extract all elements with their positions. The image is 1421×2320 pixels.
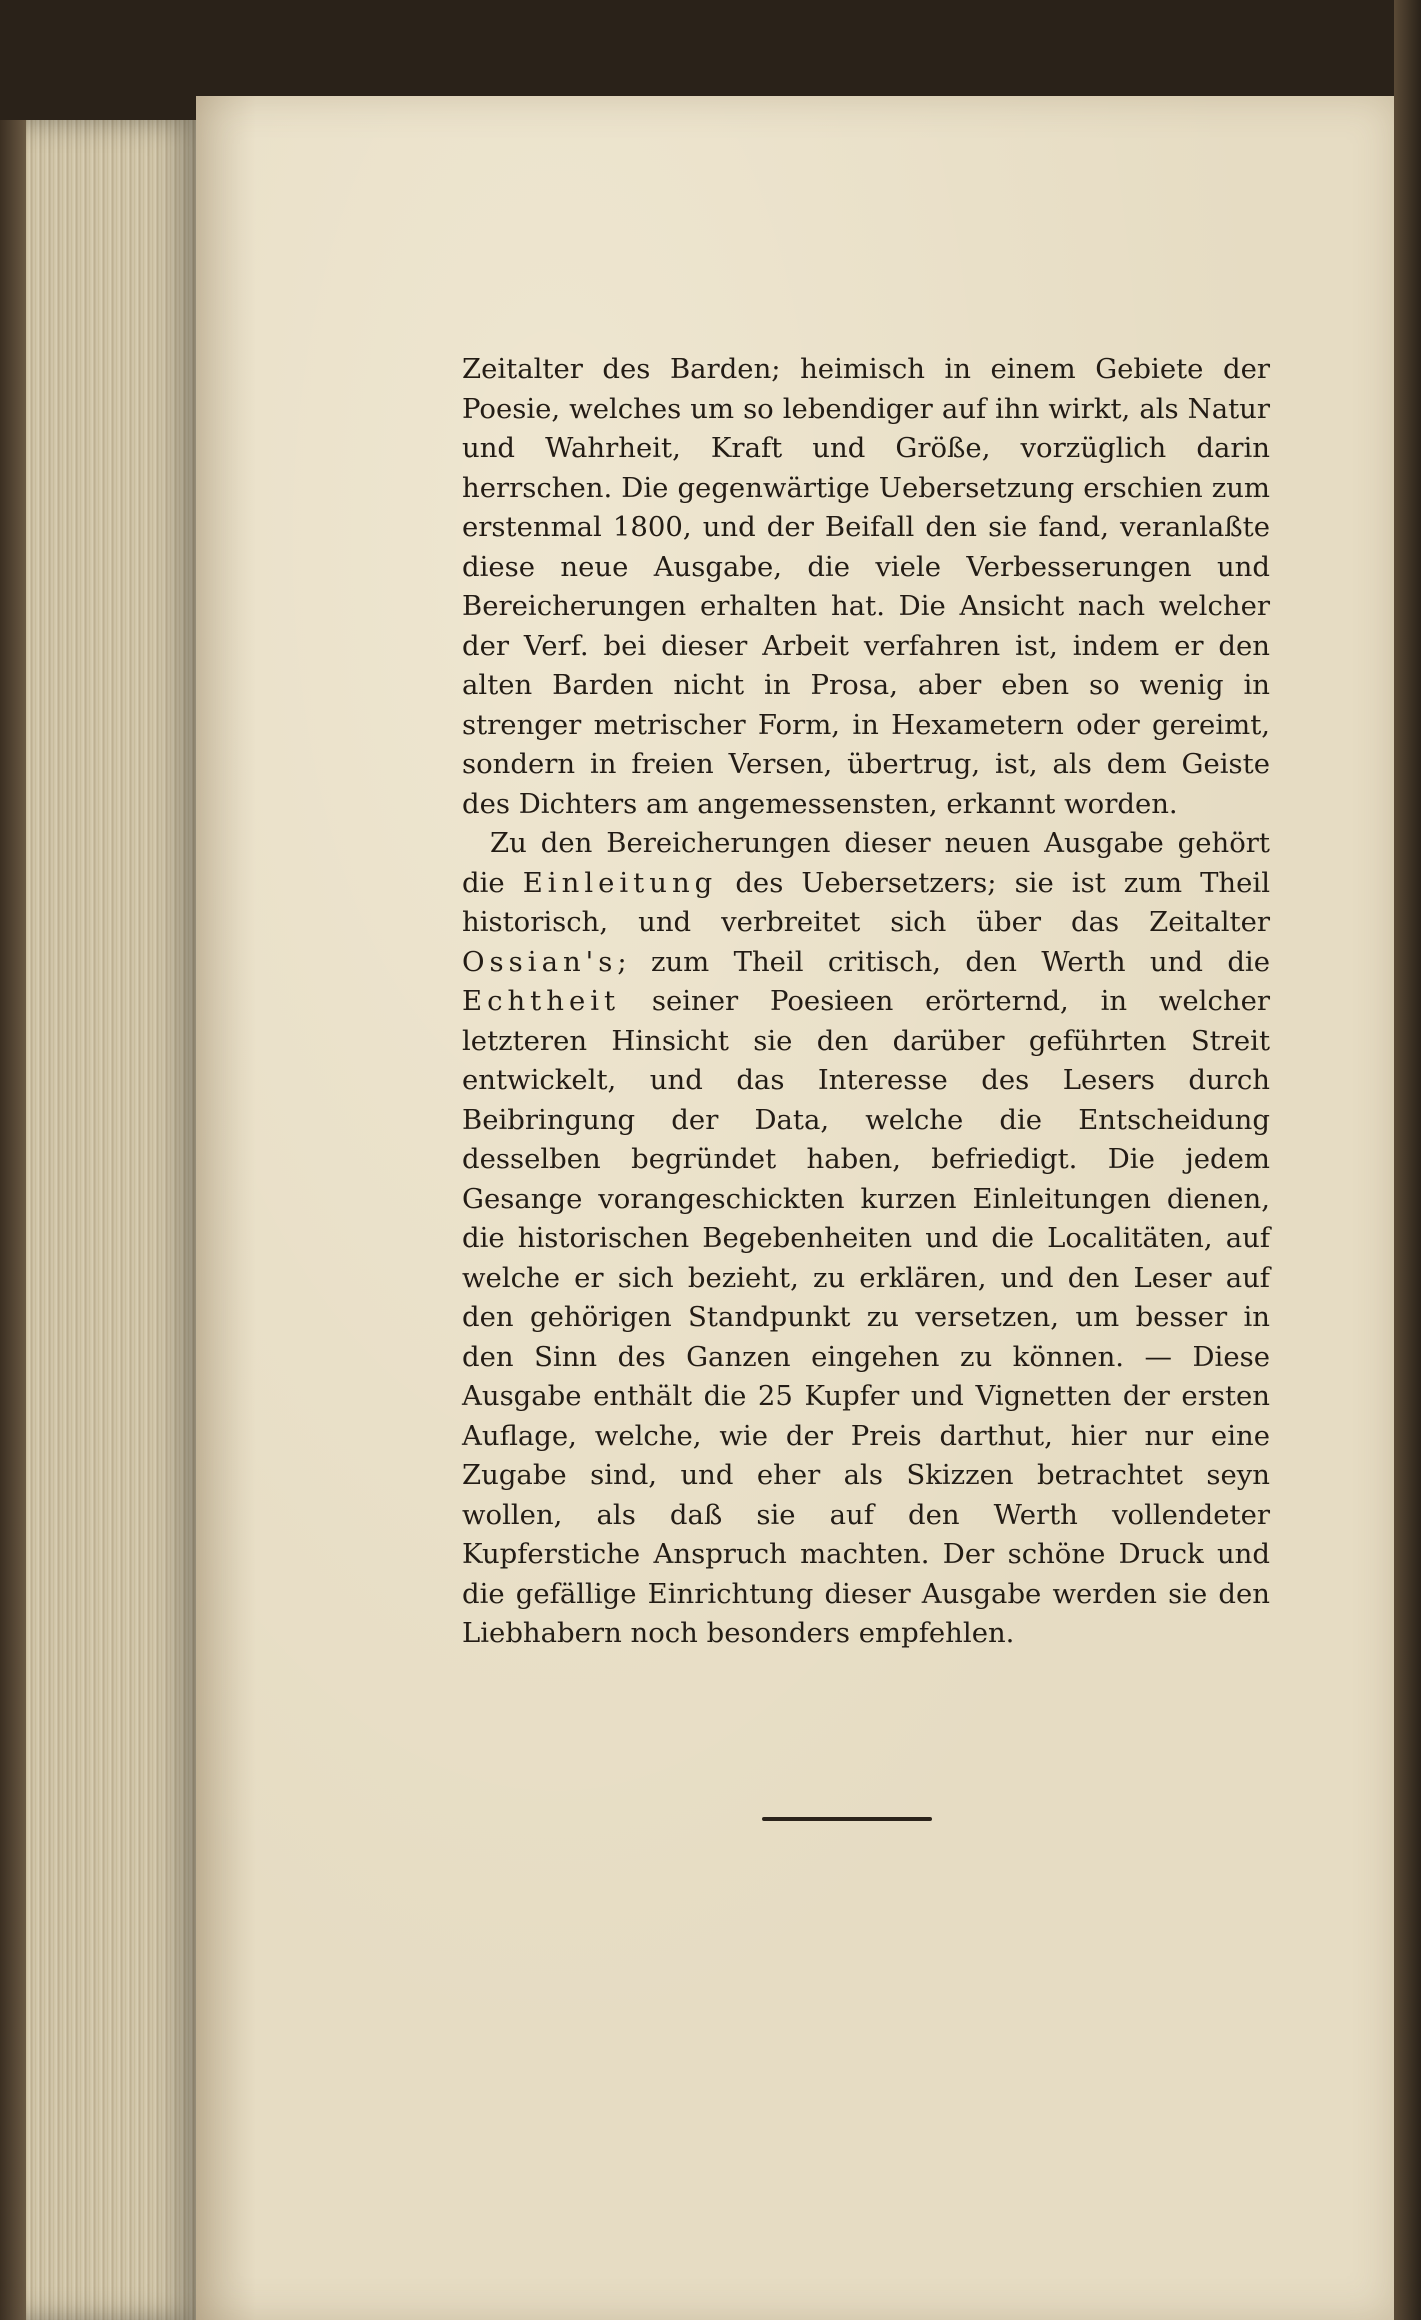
binding-edge [0, 120, 26, 2320]
page-edges [0, 120, 200, 2320]
spaced-word-ossian: Ossian's [462, 945, 618, 978]
facing-page-edge [1394, 0, 1421, 2320]
paragraph-2 [462, 824, 1270, 1654]
paragraph-2-part-2: des Uebersetzers; sie ist zum Theil historisch, und verbreitet sich über das Zeitalter [462, 866, 1271, 938]
body-text [462, 350, 1270, 1654]
paragraph-2-part-4: seiner Poesieen erörternd, in welcher letzteren Hinsicht sie den darüber geführten Streit entwickelt, und das Interesse des Lesers durch Beibringung der Data, welche die Entscheidung desselben begründet haben, befriedigt. Die jedem Gesange vorangeschickten kurzen Einleitungen dienen, die historischen Begebenheiten und die Localitäten, auf welche er sich bezieht, zu erklären, und den Leser auf den gehörigen Standpunkt zu versetzen, um besser in den Sinn des Ganzen eingehen zu können. — Diese Ausgabe enthält die 25 Kupfer und Vignetten der ersten Auflage, welche, wie der Preis darthut, hier nur eine Zugabe sind, und eher als Skizzen betrachtet seyn wollen, als daß sie auf den Werth vollendeter Kupferstiche Anspruch machten. Der schöne Druck und die gefällige Einrichtung dieser Ausgabe werden sie den Liebhabern noch besonders empfehlen. [462, 985, 1271, 1649]
paragraph-2-part-3: ; zum Theil critisch, den Werth und die [617, 945, 1270, 978]
paragraph-2-part-1: Zu den Bereicherungen dieser neuen Ausgabe gehört die [462, 827, 1270, 899]
paragraph-1: Zeitalter des Barden; heimisch in einem Gebiete der Poesie, welches um so lebendiger auf ihn wirkt, als Natur und Wahrheit, Kraft und Größe, vorzüglich darin herrschen. Die gegenwärtige Uebersetzung erschien zum erstenmal 1800, und der Beifall den sie fand, veranlaßte diese neue Ausgabe, die viele Verbesserungen und Bereicherungen erhalten hat. Die Ansicht nach welcher der Verf. bei dieser Arbeit verfahren ist, indem er den alten Barden nicht in Prosa, aber eben so wenig in strenger metrischer Form, in Hexametern oder gereimt, sondern in freien Versen, übertrug, ist, als dem Geiste des Dichters am angemessensten, erkannt worden. [462, 353, 1270, 820]
closing-rule [762, 1817, 932, 1821]
spaced-word-einleitung: Einleitung [522, 866, 718, 899]
spaced-word-echtheit: Echtheit [462, 985, 621, 1017]
